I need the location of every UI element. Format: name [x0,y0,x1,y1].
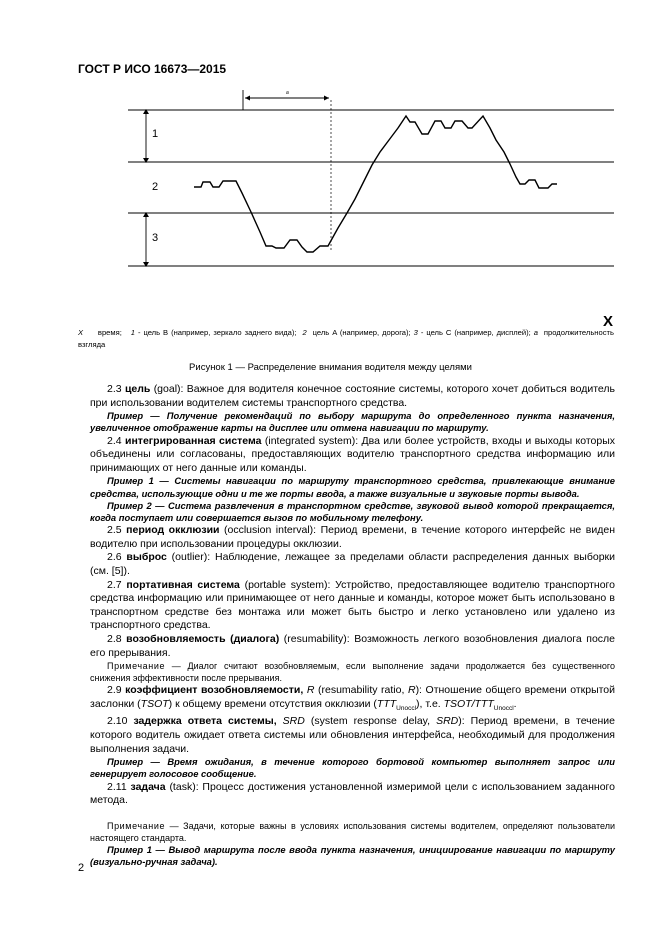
term-2-10: 2.10 задержка ответа системы, SRD (system response delay, SRD): Период времени, в течение которого водитель ожидает ответа системы или обновления интерфейса, необходимый для продолжения выполнения задачи. [90,715,615,755]
figure-caption: Рисунок 1 — Распределение внимания водителя между целями [189,362,472,373]
example-2-4-1: Пример 1 — Системы навигации по маршруту транспортного средства, привлекающие внимание средства, использующие одни и те же порты ввода, а также визуальные и звуковые порты вывода. [90,475,615,499]
term-2-7: 2.7 портативная система (portable system): Устройство, предоставляющее водителю транспортного средства информацию или принимающее от него данные и команды, которое может быть использовано в транспортном средстве без монтажа или может быть быстро и легко установлено или удалено из транспортного средства. [90,578,615,632]
figure-legend: X время; 1 - цель B (например, зеркало заднего вида); 2 цель A (например, дорога); 3 - цель C (например, дисплей); a продолжительность взгляда [78,328,614,349]
term-2-6: 2.6 выброс (outlier): Наблюдение, лежащее за пределами области распределения данных выборки (см. [5]). [90,551,616,577]
zone-label-3: 3 [152,232,159,244]
zone-label-2: 2 [152,181,159,193]
example-2-4-2: Пример 2 — Система развлечения в транспортном средстве, звуковой вывод которой прекращается, когда поступает или совершается вызов по мобильному телефону. [90,499,615,523]
attention-distribution-figure [0,85,661,330]
zone-label-1: 1 [152,128,159,140]
term-2-4: 2.4 интегрированная система (integrated system): Два или более устройств, входы и выходы которых объединены или согласованы, предоставляющих водителю транспортного средства информацию или принимающих от него данные или команды. [90,434,616,474]
term-2-3: 2.3 цель (goal): Важное для водителя конечное состояние системы, которого хочет добиться водитель при использовании водителем системы транспортного средства. [90,383,615,409]
term-2-11: 2.11 задача (task): Процесс достижения установленной измеримой цели с использованием заданного метода. [90,780,615,807]
page-number: 2 [78,862,85,874]
example-2-10: Пример — Время ожидания, в течение которого бортовой компьютер выполняет запрос или генерирует голосовое сообщение. [90,756,615,780]
term-2-9: 2.9 коэффициент возобновляемости, R (resumability ratio, R): Отношение общего времени открытой заслонки (TSOT) к общему времени отсутствия окклюзии $(TTT_{Unoccl})$, т.е. TSOT/$TTT_{Unoccl}$. [90,684,616,712]
example-2-3: Пример — Получение рекомендаций по выбору маршрута до определенного пункта назначения, увеличенное отображение карты на дисплее или отмена навигации по маршруту. [90,410,615,434]
term-2-8: 2.8 возобновляемость (диалога) (resumability): Возможность легкого возобновления диалога после его прерывания. [90,632,616,659]
note-2-8: Примечание — Диалог считают возобновляемым, если выполнение задачи продолжается без существенного снижения эффективности после прерывания. [90,661,615,684]
document-body [90,383,615,868]
document-header: ГОСТ Р ИСО 16673—2015 [78,62,227,76]
attention-curve [194,116,557,252]
example-2-11-1: Пример 1 — Вывод маршрута после ввода пункта назначения, инициирование навигации по маршруту (визуально-ручная задача). [90,843,615,867]
x-axis-label: X [603,313,614,330]
term-2-5: 2.5 период окклюзии (occlusion interval): Период времени, в течение которого интерфейс не виден водителю при использовании процедуры окклюзии. [90,524,616,550]
note-2-11: Примечание — Задачи, которые важны в условиях использования системы водителем, определяют пользователи настоящего стандарта. [90,820,615,843]
duration-label: a [286,90,289,96]
